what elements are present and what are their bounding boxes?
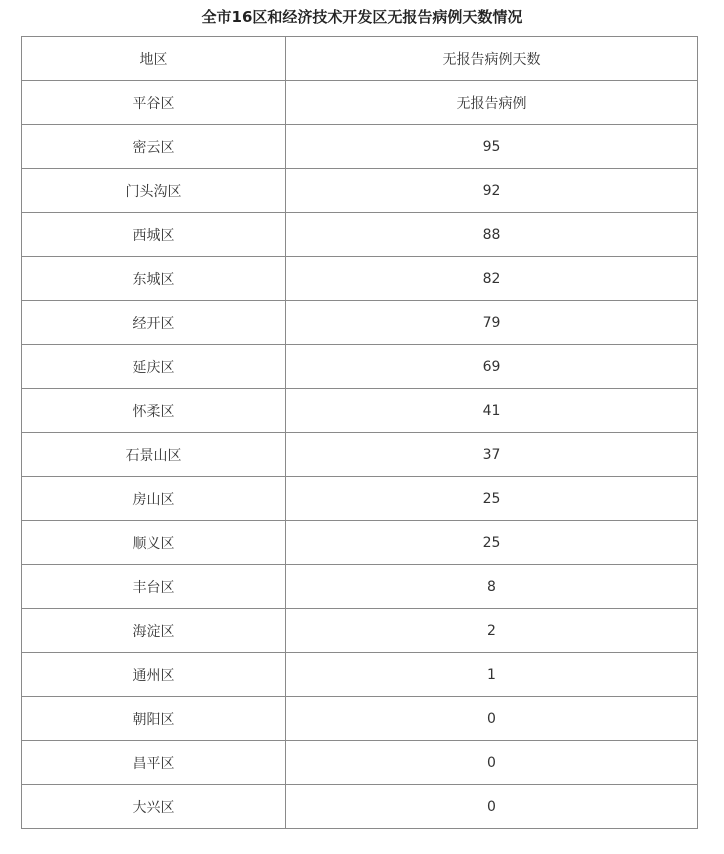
days-cell: 37 xyxy=(286,433,698,477)
days-cell: 0 xyxy=(286,741,698,785)
table-row xyxy=(22,169,698,213)
region-cell: 怀柔区 xyxy=(22,389,286,433)
days-cell: 79 xyxy=(286,301,698,345)
table-row xyxy=(22,477,698,521)
header-days: 无报告病例天数 xyxy=(286,37,698,81)
no-case-days-table xyxy=(21,36,698,829)
region-cell: 通州区 xyxy=(22,653,286,697)
table-row xyxy=(22,125,698,169)
region-cell: 门头沟区 xyxy=(22,169,286,213)
region-cell: 丰台区 xyxy=(22,565,286,609)
table-row xyxy=(22,521,698,565)
table-row xyxy=(22,345,698,389)
table-row xyxy=(22,785,698,829)
region-cell: 东城区 xyxy=(22,257,286,301)
table-row xyxy=(22,257,698,301)
table-row xyxy=(22,433,698,477)
region-cell: 密云区 xyxy=(22,125,286,169)
days-cell: 25 xyxy=(286,521,698,565)
region-cell: 昌平区 xyxy=(22,741,286,785)
days-cell: 92 xyxy=(286,169,698,213)
days-cell: 0 xyxy=(286,697,698,741)
table-row xyxy=(22,653,698,697)
table-row xyxy=(22,389,698,433)
table-row xyxy=(22,213,698,257)
table-header-row xyxy=(22,37,698,81)
table-row xyxy=(22,697,698,741)
region-cell: 大兴区 xyxy=(22,785,286,829)
days-cell: 1 xyxy=(286,653,698,697)
page-title: 全市16区和经济技术开发区无报告病例天数情况 xyxy=(201,8,523,26)
days-cell: 95 xyxy=(286,125,698,169)
days-cell: 0 xyxy=(286,785,698,829)
region-cell: 顺义区 xyxy=(22,521,286,565)
table-row xyxy=(22,81,698,125)
table-row xyxy=(22,741,698,785)
days-cell: 41 xyxy=(286,389,698,433)
region-cell: 朝阳区 xyxy=(22,697,286,741)
days-cell: 8 xyxy=(286,565,698,609)
header-region: 地区 xyxy=(22,37,286,81)
region-cell: 西城区 xyxy=(22,213,286,257)
days-cell: 25 xyxy=(286,477,698,521)
region-cell: 延庆区 xyxy=(22,345,286,389)
region-cell: 海淀区 xyxy=(22,609,286,653)
days-cell: 82 xyxy=(286,257,698,301)
table-row xyxy=(22,301,698,345)
days-cell: 2 xyxy=(286,609,698,653)
days-cell: 无报告病例 xyxy=(286,81,698,125)
region-cell: 经开区 xyxy=(22,301,286,345)
region-cell: 平谷区 xyxy=(22,81,286,125)
days-cell: 69 xyxy=(286,345,698,389)
region-cell: 石景山区 xyxy=(22,433,286,477)
table-row xyxy=(22,609,698,653)
region-cell: 房山区 xyxy=(22,477,286,521)
table-row xyxy=(22,565,698,609)
days-cell: 88 xyxy=(286,213,698,257)
